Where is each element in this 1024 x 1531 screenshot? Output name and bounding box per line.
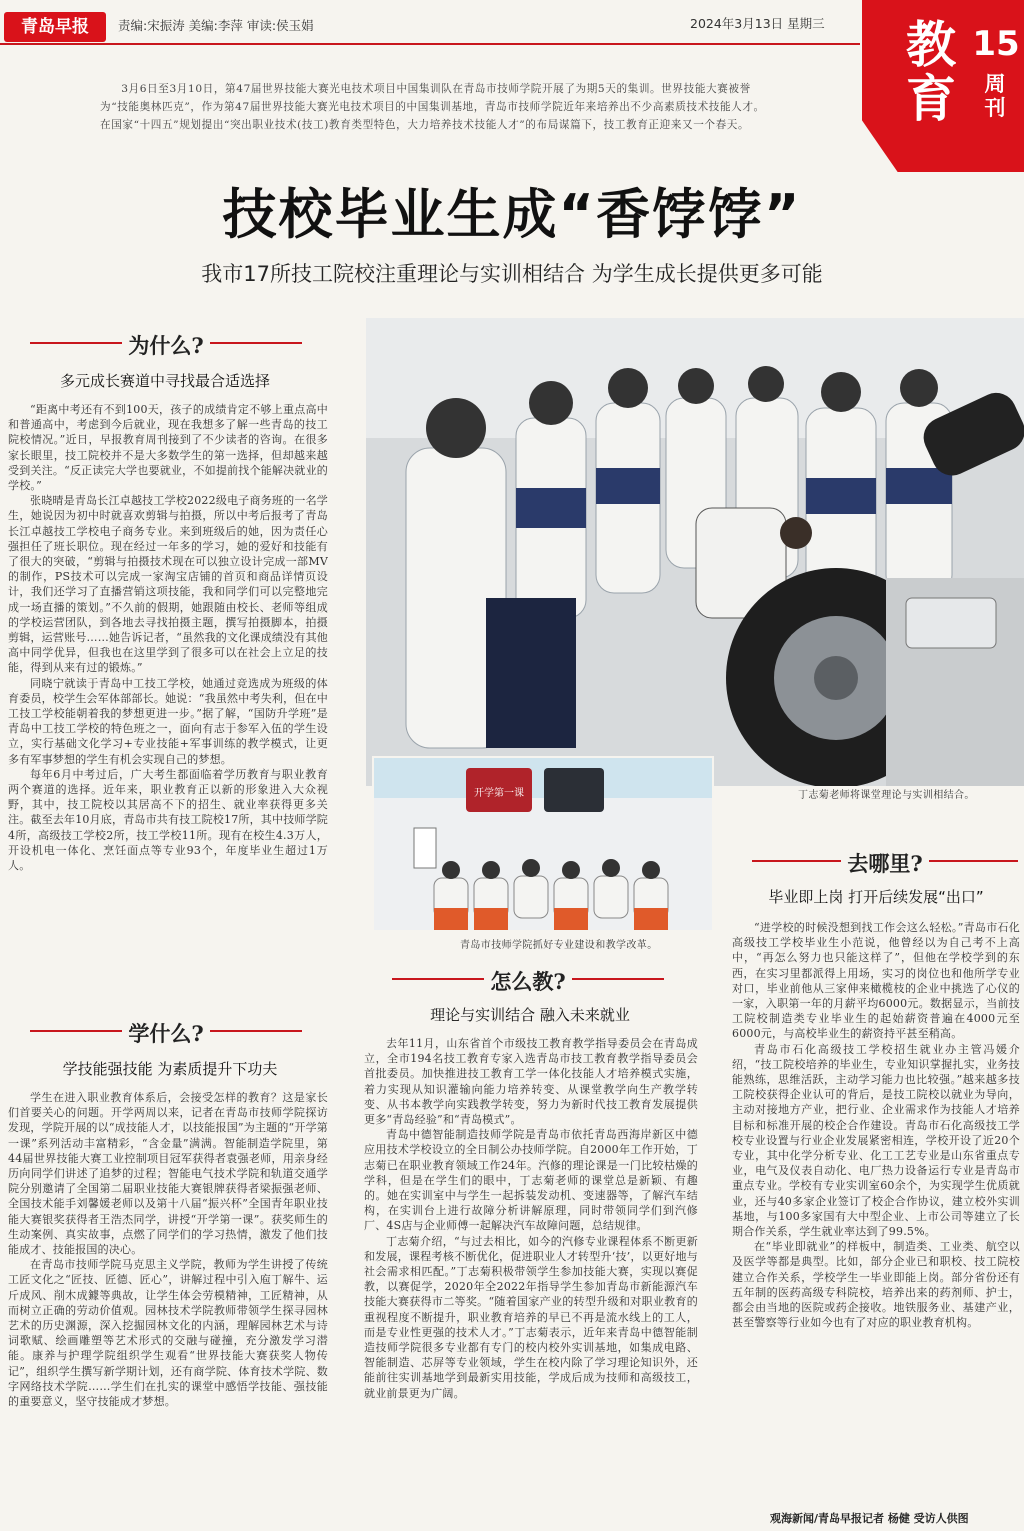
screen-text: 开学第一课 [474,788,524,799]
section-question: 怎么教? [484,969,571,994]
paragraph: 同晓宁就读于青岛中工技工学校，她通过竞选成为班级的体育委员，校学生会军体部部长。她说：“我虽然中考失利，但在中工技工学校能朝着我的梦想更进一步。”据了解，“国防升学班”是青岛中工技工学校的特色班之一，面向有志于参军入伍的学生设立，实行基础文化学习+专业技能+军事训练的教学模式，让更多有军事梦想的学生有机会实现自己的梦想。 [8,676,328,766]
section-question: 去哪里? [841,851,928,876]
main-photo [366,318,1024,786]
section-question: 为什么? [122,333,209,358]
paragraph: 青岛中德智能制造技师学院是青岛市依托青岛西海岸新区中德应用技术学校设立的全日制公办技师学院。自2000年工作开始，丁志菊已在职业教育领域工作24年。汽修的理论课是一门比较枯燥的学科，但是在学生们的眼中，丁志菊老师的课堂总是新颖、有趣的。她在实训室中与学生一起拆装发动机、变速器等，了解汽车结构，在实训台上进行故障分析讲解原理，同时带领同学们到汽修厂、4S店与企业师傅一起解决汽车故障问题，总结规律。 [364,1128,698,1233]
paragraph: 丁志菊介绍，“与过去相比，如今的汽修专业课程体系不断更新和发展，课程考核不断优化，促进职业人才转型升‘技’，以更好地与社会需求相匹配。”丁志菊积极带领学生参加技能大赛，实现以赛促教，以赛促学，2020年全2022年指导学生参加青岛市新能源汽车技能大赛获得市二等奖。“随着国家产业的转型升级和对职业教育的重视程度不断提升，职业教育培养的早已不再是流水线上的工人，而是专业性更强的技术人才。”丁志菊表示，近年来青岛中德智能制造技师学院很多专业都有专门的校内校外实训基地，如集成电路、智能制造、芯屏等专业领域，学生在校内除了学习理论知识外，还能前往实训基地学到最新实用技能，学成后成为技师和高级技工，就业前景更为广阔。 [364,1234,698,1400]
article-body-where [732,920,1020,1330]
section-heading-where [752,848,1018,874]
article-body-how [364,1036,698,1401]
article-body-what [8,1090,328,1409]
workshop-illustration [366,318,1024,786]
section-heading-how [392,966,664,992]
paragraph: 青岛市石化高级技工学校招生就业办主管冯媛介绍，“技工院校培养的毕业生，专业知识掌握扎实，业务技能熟练，思维活跃，主动学习能力也比较强。”越来越多技工院校获得企业认可的背后，是技工院校以就业为导向，主动对接地方产业，把行业、企业需求作为技能人才培养目标和标准开展的校企合作建设。青岛市石化高级技工学校专业设置与行业企业发展紧密相连，学校开设了近20个专业，其中化学分析专业、化工工艺专业是山东省重点专业，电气及仪表自动化、电厂热力设备运行专业是青岛市重点专业。学校有专业实训室60余个，为实现学生优质就业，还与40多家企业签订了校企合作协议，建立校外实训基地，与100多家国有大中型企业、上市公司等建立了长期合作关系，学生就业率达到了99.5%。 [732,1042,1020,1239]
section-name: 教育 [906,16,956,128]
section-subtitle: 理论与实训结合 融入未来就业 [430,1006,630,1024]
paragraph: 去年11月，山东省首个市级技工教育教学指导委员会在青岛成立，全市194名技工教育专家入选青岛市技工教育教学指导委员会首批委员。加快推进技工教育工学一体化技能人才培养模式实施，着力实现从知识灌输向能力培养转变、从课堂教学向生产教学转变、从书本教学向实践教学转变，努力为新时代技工教育发展提供更多“青岛经验”和“青岛模式”。 [364,1037,698,1127]
classroom-illustration [374,758,712,930]
lead-paragraph: 3月6日至3月10日，第47届世界技能大赛光电技术项目中国集训队在青岛市技师学院开展了为期5天的集训。世界技能大赛被誉为“技能奥林匹克”，作为第47届世界技能大赛光电技术项目的中国集训基地，青岛市技师学院近年来培养出不少高素质技术技能人才。在国家“十四五”规划提出“突出职业技术(技工)教育类型特色，大力培养技术技能人才”的布局谋篇下，技工教育正迎来又一个春天。 [100,83,765,131]
section-subtitle: 毕业即上岗 打开后续发展“出口” [768,888,984,906]
editor-credits: 责编:宋振涛 美编:李萍 审读:侯玉娟 [118,18,314,33]
masthead-rule [0,43,860,45]
section-heading-what [30,1018,302,1044]
paragraph: “进学校的时候没想到找工作会这么轻松。”青岛市石化高级技工学校毕业生小范说，他曾经以为自己考不上高中，“再怎么努力也只能这样了”，但他在学校学到的东西，在实习里都派得上用场，实习的岗位也和他所学专业对口，毕业前他从三家伸来橄榄枝的企业中挑选了心仪的一家，入职第一年的月薪平均6000元。数据显示，当前技工院校制造类专业毕业生的起始薪资普遍在4000元至6000元，与高校毕业生的薪资持平甚至稍高。 [732,921,1020,1041]
photo-caption-small: 青岛市技师学院抓好专业建设和教学改革。 [460,940,658,951]
inset-photo [372,756,714,932]
byline: 观海新闻/青岛早报记者 杨健 受访人供图 [770,1512,969,1525]
paragraph: 在青岛市技师学院马克思主义学院，教师为学生讲授了传统工匠文化之“匠技、匠德、匠心”，讲解过程中引入庖丁解牛、运斤成风、削木成鐻等典故，让学生体会劳模精神，工匠精神，从而树立正确的劳动价值观。园林技术学院教师带领学生探寻园林艺术的历史渊源，深入挖掘园林文化的内涵，理解园林艺术与诗词歌赋、绘画雕塑等艺术形式的交融与碰撞，充分激发学习潜能。康养与护理学院组织学生观看“世界技能大赛获奖人物传记”，组织学生撰写新学期计划，还有商学院、体育技术学院、数字网络技术学院……学生们在扎实的课堂中感悟学技能、强技能的重要意义，坚守技能成才梦想。 [8,1258,328,1409]
paragraph: 张晓晴是青岛长江卓越技工学校2022级电子商务班的一名学生，她说因为初中时就喜欢剪辑与拍摄，所以中考后报考了青岛长江卓越技工学校电子商务专业。来到班级后的她，因为责任心强担任了班长职位。现在经过一年多的学习，她的爱好和技能有了很大的突破，“剪辑与拍摄技术现在可以独立设计完成一部MV的制作，PS技术可以完成一家淘宝店铺的首页和商品详情页设计，我们还学习了直播营销这项技能，我和同学们可以完整地完成一场直播的策划。”不久前的假期，她跟随由校长、老师等组成的学校运营团队，到各地去寻找拍摄主题，撰写拍摄脚本，拍摄剪辑，运营账号……她告诉记者，“虽然我的文化课成绩没有其他高中同学优异，但我也在这里学到了很多可以在社会上立足的技能，得到从来有过的锻炼。” [8,494,328,675]
article-body-why [8,402,328,873]
paragraph: 在“毕业即就业”的样板中，制造类、工业类、航空以及医学等都是典型。比如，部分企业已和职校、技工院校建立合作关系，学校学生一毕业即能上岗。部分省份还有五年制的医药高级专科院校，培养出来的药剂师、护士，都会由当地的医院或药企接收。地铁服务业、基建产业，甚至警察等行业如今也有了对应的职业教育机构。 [732,1240,1020,1330]
page-title: 技校毕业生成“香饽饽” [222,183,802,246]
weekly-label: 周刊 [984,72,1006,120]
paragraph: 学生在进入职业教育体系后，会接受怎样的教育？这是家长们首要关心的问题。开学两周以来，记者在青岛市技师学院探访发现，学院开展的以“成技能人才，以技能报国”为主题的“开学第一课”系列活动丰富精彩，“含金量”满满。智能制造学院里，第44届世界技能大赛工业控制项目冠军获得者袁强老师，用亲身经历向同学们讲述了追梦的过程；智能电气技术学院和轨道交通学院分别邀请了全国第二届职业技能大赛银牌获得者梁振强老师、全国技术能手刘馨媛老师以及第十八届“振兴杯”全国青年职业技能大赛银奖获得者王浩杰同学，讲授“开学第一课”。获奖师生的生动案例、真实故事，点燃了同学们的学习热情，激发了他们技能成才、技能报国的决心。 [8,1091,328,1257]
page-subtitle: 我市17所技工院校注重理论与实训相结合 为学生成长提供更多可能 [201,262,823,286]
paragraph: “距离中考还有不到100天，孩子的成绩肯定不够上重点高中和普通高中，考虑到今后就业，现在我想多了解一些青岛的技工院校情况。”近日，早报教育周刊接到了不少读者的咨询。在很多家长眼里，技工院校并不是大多数学生的第一选择，但却越来越受到关注。“反正读完大学也要就业，不如提前找个能解决就业的学校。” [8,403,328,493]
section-subtitle: 多元成长赛道中寻找最合适选择 [59,372,270,390]
newspaper-logo: 青岛早报 [4,12,106,42]
issue-date: 2024年3月13日 星期三 [690,16,825,31]
section-heading-why [30,330,302,356]
page-number: 15 [972,24,1020,64]
paragraph: 每年6月中考过后，广大考生都面临着学历教育与职业教育两个赛道的选择。近年来，职业教育正以新的形象进入大众视野，其中，技工院校以其居高不下的招生、就业率获得更多关注。截至去年10月底，青岛市共有技工院校17所，其中技师学院4所，高级技工学校2所，技工学校11所。现有在校生4.3万人，开设机电一体化、烹饪面点等专业93个，年度毕业生超过1万人。 [8,767,328,873]
photo-caption-main: 丁志菊老师将课堂理论与实训相结合。 [798,790,975,801]
section-subtitle: 学技能强技能 为素质提升下功夫 [62,1060,278,1078]
section-question: 学什么? [122,1021,209,1046]
